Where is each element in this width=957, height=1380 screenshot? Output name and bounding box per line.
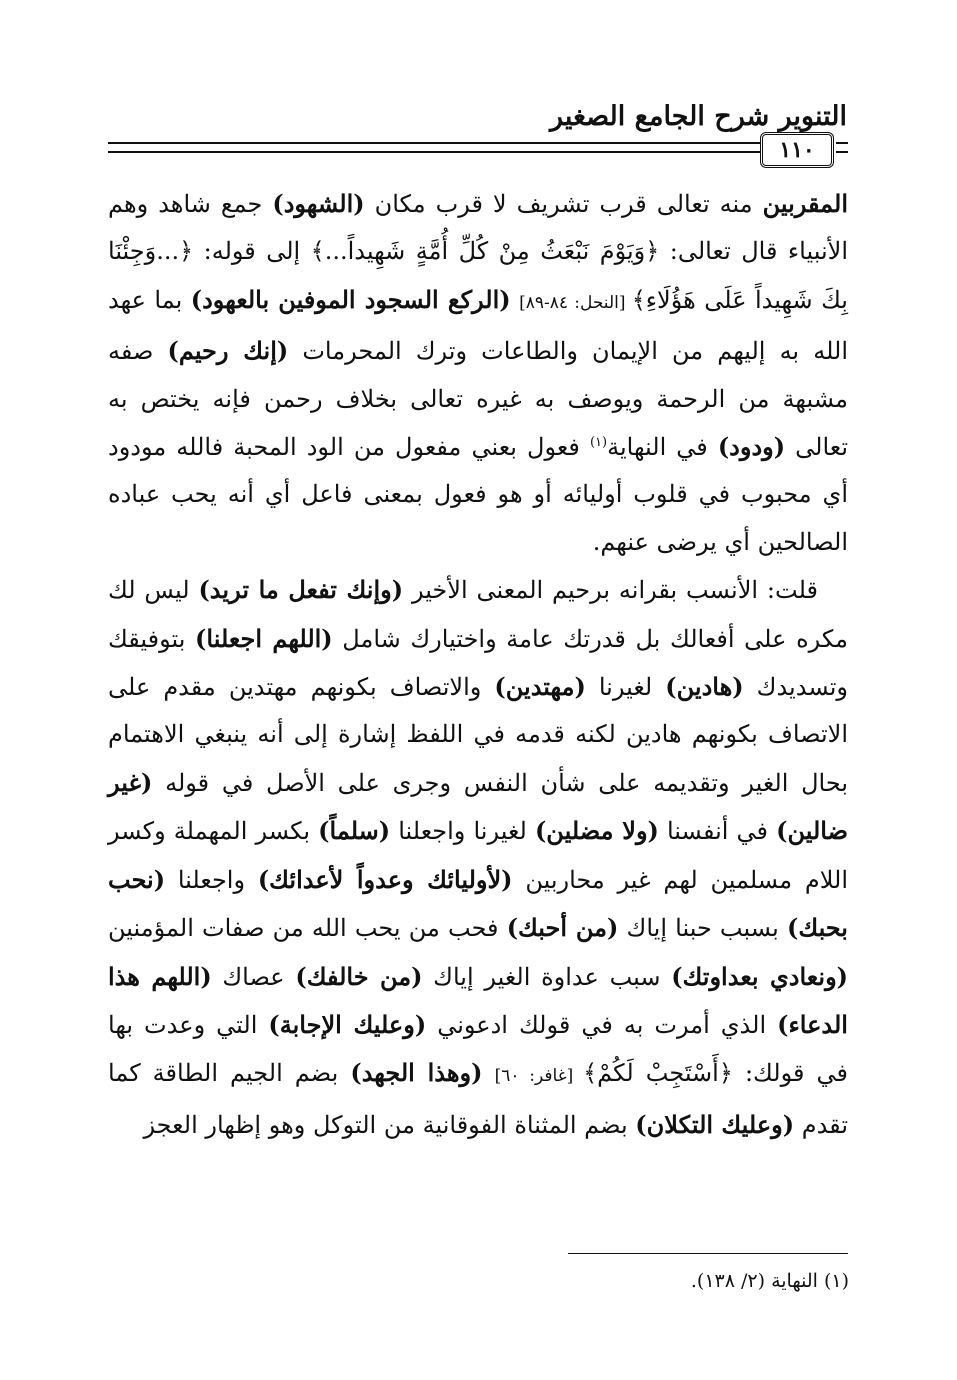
text-run: الذي أمرت به في قولك ادعوني [426,1010,778,1039]
text-run: صفه مشبهة من الرحمة ويوصف به غيره تعالى بخلاف رحمن فإنه يختص به تعالى [108,337,849,462]
text-run: جمع شاهد وهم الأنبياء قال تعالى: [108,190,848,266]
verse-reference: [النحل: ٨٤-٨٩] [519,292,632,313]
header-double-rule-end [836,142,848,153]
page-number-badge: ١١٠ [760,132,834,168]
bold-term: (سلماً) [318,816,391,846]
quran-quote: ﴿وَيَوْمَ نَبْعَثُ مِنْ كُلِّ أُمَّةٍ شَهِيداً...﴾ [310,237,660,266]
text-run: ليس لك مكره على أفعالك بل قدرتك عامة واختيارك شامل [108,576,849,653]
quran-quote: ﴿...وَجِئْنَا بِكَ شَهِيداً عَلَى هَؤُلَاءِ﴾ [108,237,848,314]
bold-term: (إنك رحيم) [167,336,289,366]
bold-term: (ونعادي بعداوتك) [671,961,849,991]
bold-term: (اللهم اجعلنا) [195,623,333,653]
running-header-title: التنوير شرح الجامع الصغير [550,101,847,132]
text-run: والاتصاف بكونهم مهتدين مقدم على الاتصاف بكونهم هادين لكنه قدمه في اللفظ إشارة إلى أنه ينبغي الاهتمام بحال الغير وتقديمه على شأن النفس وجرى على الأصل في قوله [108,673,848,797]
footnote-marker: (١) [589,435,608,451]
text-run: إلى قوله: [193,237,311,266]
text-run: فعول بعني مفعول من الود المحبة فالله مودود أي محبوب في قلوب أوليائه أو هو فعول بمعنى فاعل أي أنه يحب عباده الصالحين أي يرضى عنهم. [108,433,848,556]
footnote-divider [568,1253,848,1254]
text-run: في النهاية [607,433,718,462]
bold-term: (ودود) [717,432,786,462]
text-run: بضم الجيم الطاقة كما تقدم [108,1059,848,1139]
bold-term: (لأوليائك وعدواً لأعدائك) [257,864,513,894]
bold-term: (وعليك الإجابة) [268,1009,427,1039]
paragraph-2 [108,566,848,1149]
text-run: بما عهد الله به إليهم من الإيمان والطاعات وترك المحرمات [108,285,849,366]
text-run: بكسر المهملة وكسر اللام مسلمين لهم غير محاربين [108,817,849,894]
text-run: بضم المثناة الفوقانية من التوكل وهو إظهار العجز [143,1110,636,1139]
bold-term: (من أحبك) [506,913,619,943]
bold-term: (من خالفك) [295,961,423,991]
text-run: في أنفسنا [658,817,777,846]
bold-term: (الركع السجود الموفين بالعهود) [190,284,511,314]
text-run: لغيرنا [585,673,666,702]
bold-term: (غير ضالين) [108,767,848,846]
text-run: لغيرنا واجعلنا [390,817,535,846]
verse-reference: [غافر: ٦٠] [494,1066,584,1087]
text-run: منه تعالى قرب تشريف لا قرب مكان [364,190,763,218]
text-run: سبب عداوة الغير إياك [422,962,672,991]
bold-term: (نحب بحبك) [108,864,848,943]
text-run [483,1059,495,1087]
text-run: بتوفيقك وتسديدك [108,624,849,702]
bold-term: (هادين) [665,672,744,702]
bold-term: (وعليك التكلان) [635,1109,795,1139]
bold-term: (وهذا الجهد) [350,1058,483,1088]
text-run: قلت: الأنسب بقرانه برحيم المعنى الأخير [403,576,819,605]
bold-term: المقربين [762,189,848,218]
main-text [108,180,848,1149]
paragraph-1 [108,180,848,566]
text-run: عصاك [211,962,296,991]
bold-term: (ولا مضلين) [534,816,659,846]
text-run: بسبب حبنا إياك [618,914,787,943]
footnote: (١) النهاية (٢/ ١٣٨). [690,1270,849,1292]
header-double-rule [108,142,761,153]
bold-term: (اللهم هذا الدعاء) [108,961,848,1039]
text-run [511,286,519,314]
text-run: التي وعدت بها في قولك: [108,1010,849,1088]
bold-term: (الشهود) [272,189,365,218]
bold-term: (وإنك تفعل ما تريد) [198,575,404,605]
quran-quote: ﴿أَسْتَجِبْ لَكُمْ﴾ [583,1059,733,1088]
text-run: فحب من يحب الله من صفات المؤمنين [108,914,507,943]
bold-term: (مهتدين) [494,672,586,702]
text-run: واجعلنا [165,865,258,894]
